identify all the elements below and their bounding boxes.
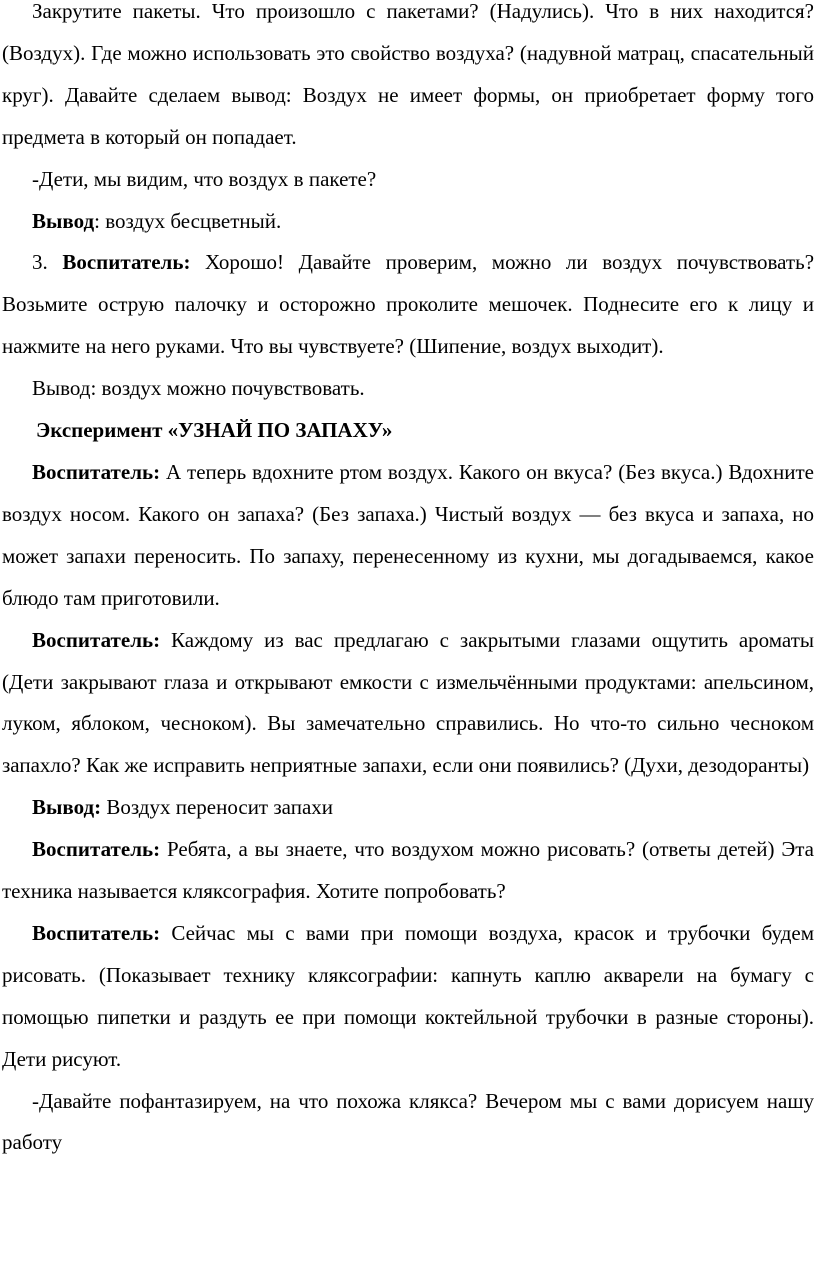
paragraph-text: Каждому из вас предлагаю с закрытыми глазами ощутить ароматы (Дети закрывают глаза и открывают емкости с измельчёнными продуктами: апельсином, луком, яблоком, чесноком). Вы замечательно справились. Но что-то сильно чесноком запахло? Как же исправить неприятные запахи, если они появились? (Духи, дезодоранты) [2,627,814,778]
paragraph-text: Сейчас мы с вами при помощи воздуха, красок и трубочки будем рисовать. (Показывает технику кляксографии: капнуть каплю акварели на бумагу с помощью пипетки и раздуть ее при помощи коктейльной трубочки в разные стороны). Дети рисуют. [2,920,814,1071]
paragraph-text: Ребята, а вы знаете, что воздухом можно рисовать? (ответы детей) Эта техника называется кляксография. Хотите попробовать? [2,837,814,904]
paragraph-conclusion-colorless [2,201,814,243]
paragraph-text: : воздух бесцветный. [94,208,282,233]
paragraph-question-air-in-bag [2,159,814,201]
conclusion-label: Вывод: [32,795,102,820]
teacher-label: Воспитатель: [32,627,161,652]
paragraph-bags [2,0,814,159]
paragraph-conclusion-smells [2,787,814,829]
paragraph-text: А теперь вдохните ртом воздух. Какого он вкуса? (Без вкуса.) Вдохните воздух носом. Какого он запаха? (Без запаха.) Чистый воздух — без вкуса и запаха, но может запахи переносить. По запаху, перенесенному из кухни, мы догадываемся, какое блюдо там приготовили. [2,459,814,610]
paragraph-fantasize [2,1081,814,1165]
step-number: 3. [32,250,63,275]
paragraph-text: Воздух переносит запахи [101,795,333,820]
paragraph-aromas [2,620,814,788]
teacher-label: Воспитатель: [62,250,191,275]
paragraph-text: Хорошо! Давайте проверим, можно ли воздух почувствовать? Возьмите острую палочку и осторожно проколите мешочек. Поднесите его к лицу и нажмите на него руками. Что вы чувствуете? (Шипение, воздух выходит). [2,250,815,359]
conclusion-label: Вывод [32,208,95,233]
paragraph-text: Закрутите пакеты. Что произошло с пакетами? (Надулись). Что в них находится? (Воздух). Где можно использовать это свойство воздуха? (надувной матрац, спасательный круг). Давайте сделаем вывод: Воздух не имеет формы, он приобретает форму того предмета в который он попадает. [2,0,814,149]
teacher-label: Воспитатель: [32,837,161,862]
paragraph-text: -Дети, мы видим, что воздух в пакете? [32,166,377,191]
teacher-label: Воспитатель: [32,920,161,945]
paragraph-text: Вывод: воздух можно почувствовать. [32,376,365,401]
section-heading: Эксперимент «УЗНАЙ ПО ЗАПАХУ» [36,418,393,443]
paragraph-step-3 [2,242,814,368]
teacher-label: Воспитатель: [32,459,161,484]
paragraph-taste-smell [2,452,814,620]
paragraph-blotography [2,913,814,1081]
paragraph-drawing-question [2,829,814,913]
paragraph-conclusion-feel [2,368,814,410]
paragraph-text: -Давайте пофантазируем, на что похожа клякса? Вечером мы с вами дорисуем нашу работу [2,1088,814,1155]
